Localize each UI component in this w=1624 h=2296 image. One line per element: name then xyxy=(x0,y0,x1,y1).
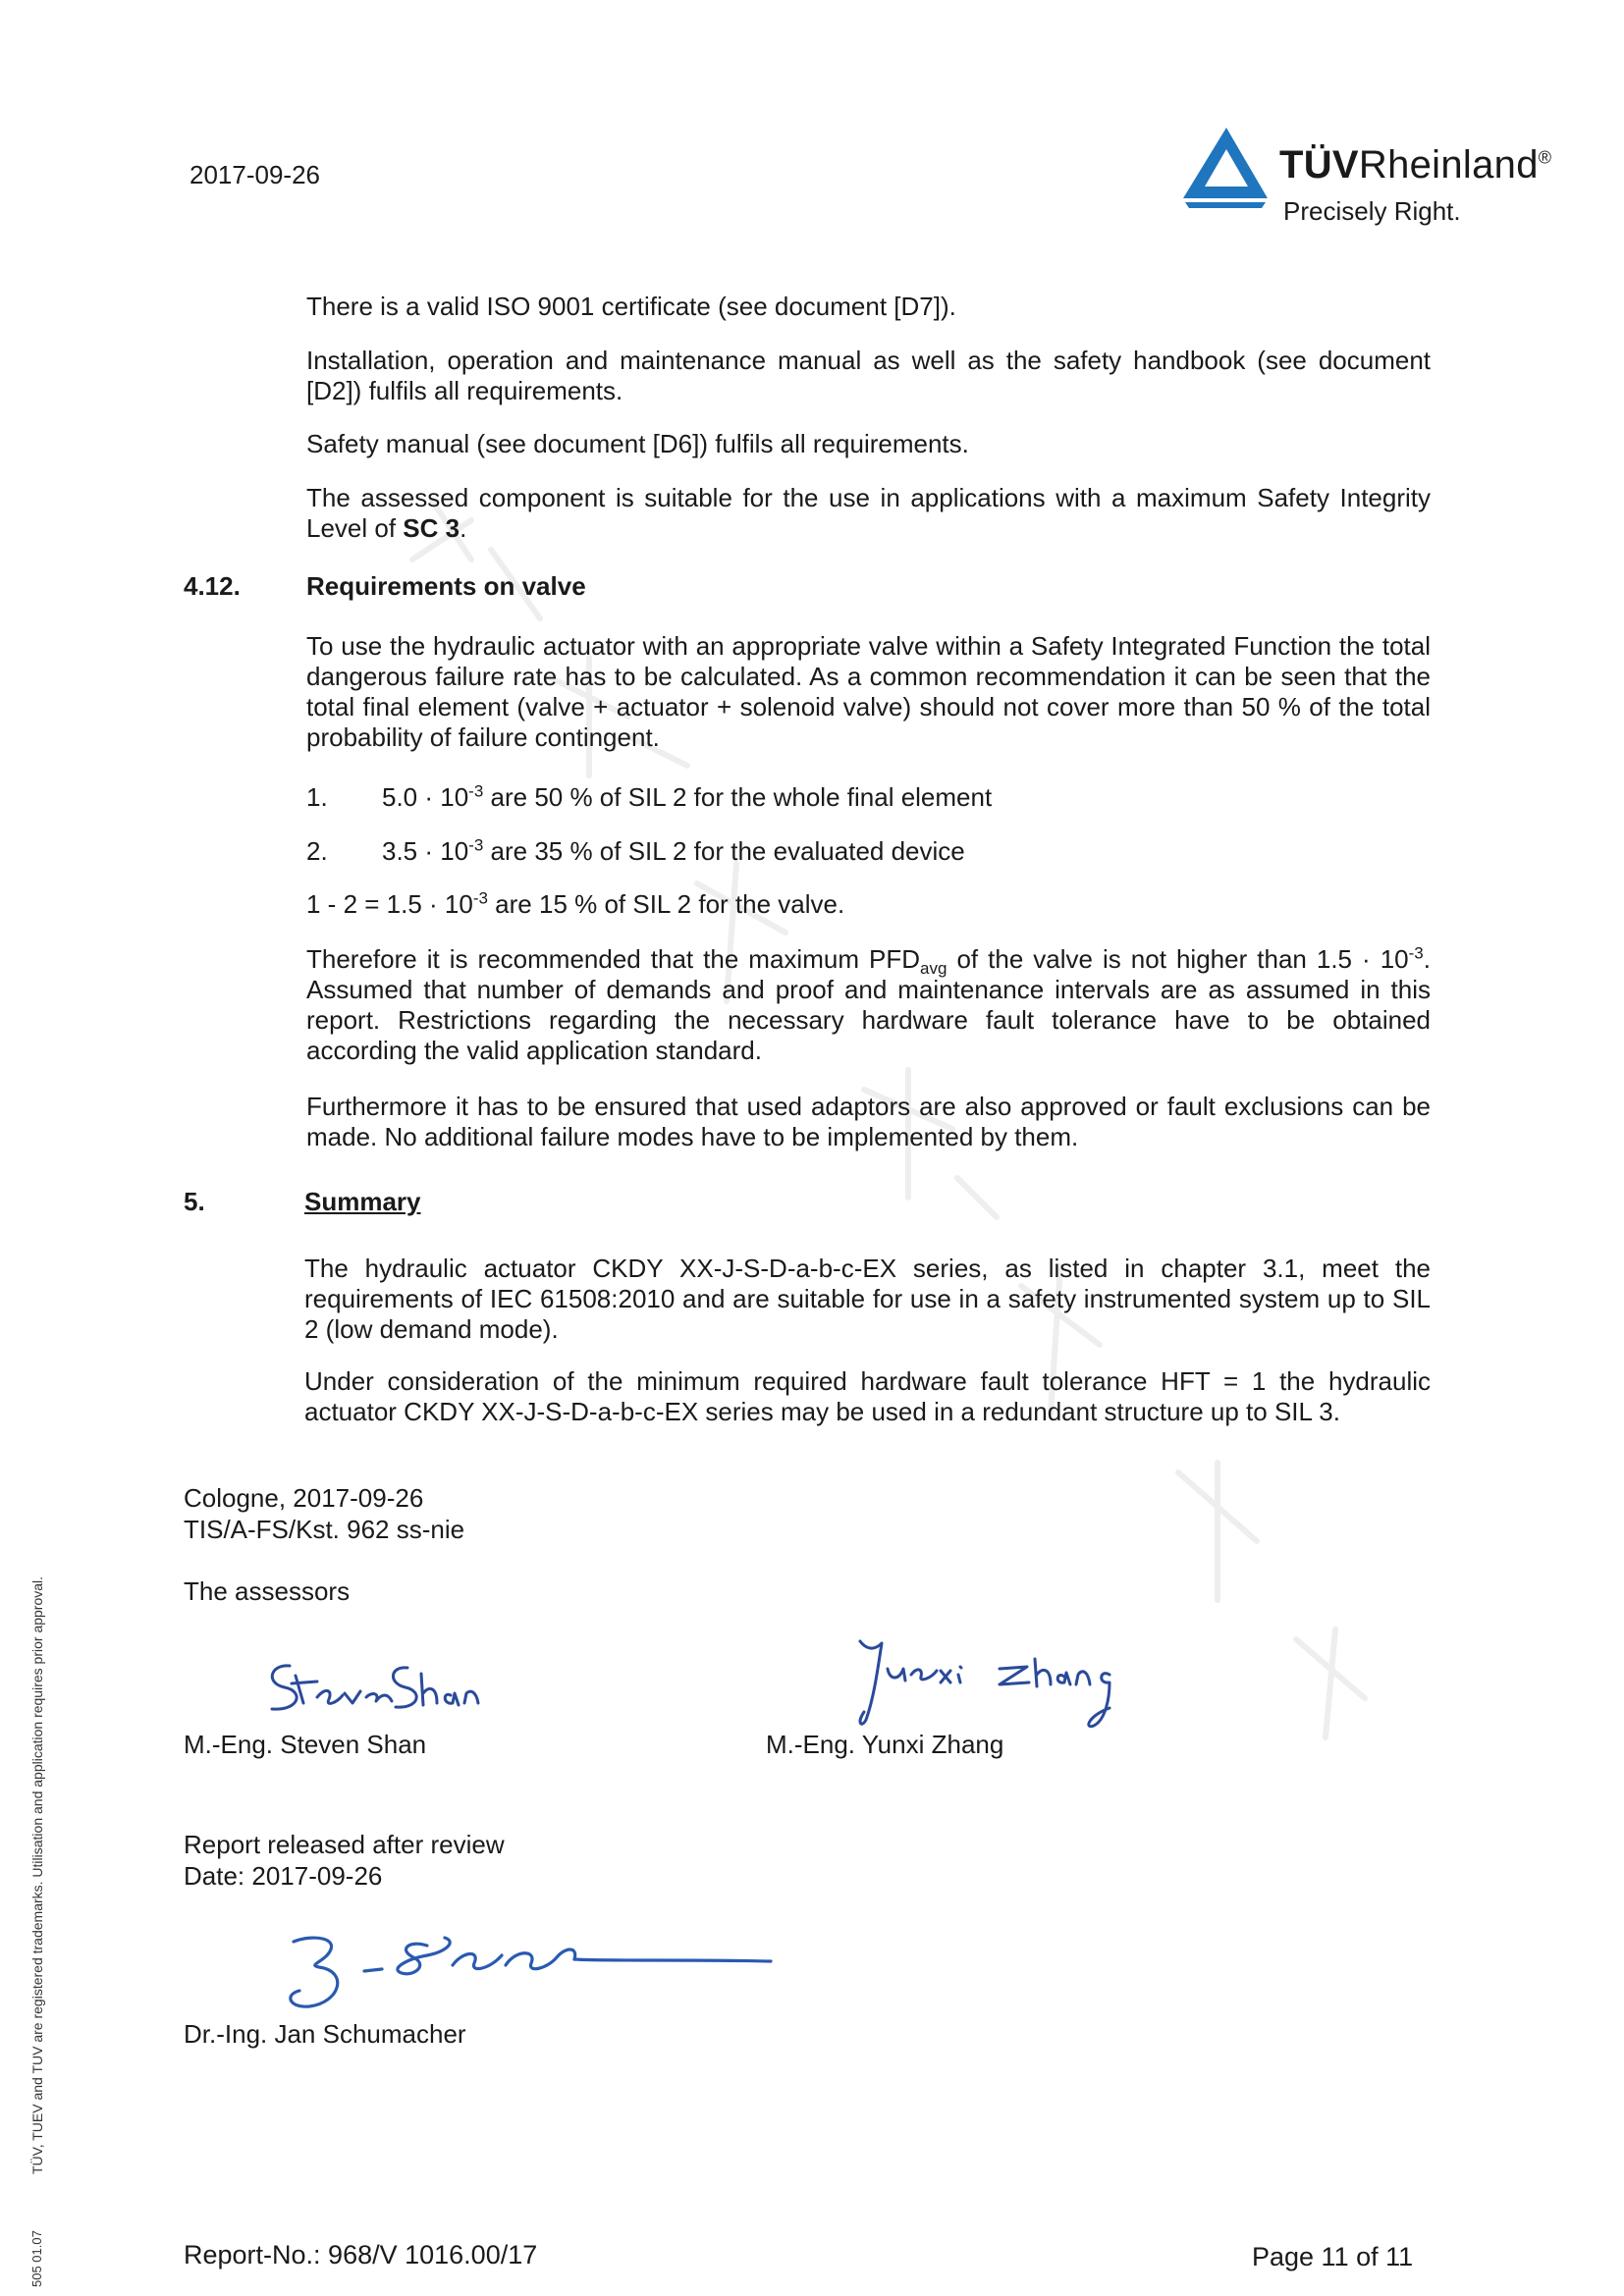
section-title-5: Summary xyxy=(304,1187,421,1216)
list-item-1-exp: -3 xyxy=(468,781,484,801)
logo-brand xyxy=(1279,143,1551,187)
difference-value: 1 - 2 = 1.5 · 10 xyxy=(306,889,473,919)
list-item-2-text: are 35 % of SIL 2 for the evaluated device xyxy=(483,836,965,866)
assessor-2-name: M.-Eng. Yunxi Zhang xyxy=(766,1730,1004,1759)
assessors-label: The assessors xyxy=(184,1576,351,1606)
intro-sil-text: The assessed component is suitable for the use in applications with a maximum Safety Integrity Level of xyxy=(306,483,1431,543)
logo-brand-rest: Rheinland xyxy=(1358,143,1539,187)
section-title-4-12: Requirements on valve xyxy=(306,571,586,601)
reference-code: TIS/A-FS/Kst. 962 ss-nie xyxy=(184,1515,465,1544)
summary-paragraph-1: The hydraulic actuator CKDY XX-J-S-D-a-b-c-EX series, as listed in chapter 3.1, meet the requirements of IEC 61508:2010 and are suitable for use in a safety instrumented system up to SIL 2 (low demand mode). xyxy=(304,1254,1431,1344)
pfd-rest: . Assumed that number of demands and proof and maintenance intervals are as assumed in this report. Restrictions regarding the necessary hardware fault tolerance have to be obtained according the valid application standard. xyxy=(306,944,1431,1065)
intro-sil-level: SC 3 xyxy=(403,513,460,543)
triangle-logo-icon xyxy=(1183,128,1268,208)
reviewer-name: Dr.-Ing. Jan Schumacher xyxy=(184,2019,466,2049)
footer-page-number: Page 11 of 11 xyxy=(1252,2242,1414,2271)
valve-paragraph-1: To use the hydraulic actuator with an appropriate valve within a Safety Integrated Function the total dangerous failure rate has to be calculated. As a common recommendation it can be seen that the total final element (valve + actuator + solenoid valve) should not cover more than 50 % of the total probability of failure contingent. xyxy=(306,631,1431,752)
intro-iso: There is a valid ISO 9001 certificate (see document [D7]). xyxy=(306,292,956,321)
list-item-2-value: 3.5 · 10 xyxy=(382,836,469,866)
intro-sil-end: . xyxy=(460,513,467,543)
trademark-note: TÜV, TUEV and TUV are registered trademarks. Utilisation and application requires prior approval. xyxy=(29,1575,45,2174)
release-date: Date: 2017-09-26 xyxy=(184,1861,383,1891)
difference-line xyxy=(306,889,844,920)
logo-registered: ® xyxy=(1538,147,1552,168)
list-item-2 xyxy=(382,836,965,867)
list-item-1-value: 5.0 · 10 xyxy=(382,782,469,812)
list-item-1 xyxy=(382,782,992,813)
section-number-5: 5. xyxy=(184,1187,205,1216)
form-code: 505 01.07 xyxy=(29,2230,44,2287)
difference-text: are 15 % of SIL 2 for the valve. xyxy=(487,889,845,919)
pfd-value: of the valve is not higher than 1.5 · 10 xyxy=(947,944,1409,974)
logo-tagline: Precisely Right. xyxy=(1283,196,1461,226)
footer-report-number: Report-No.: 968/V 1016.00/17 xyxy=(184,2240,538,2269)
intro-sil xyxy=(306,483,1431,544)
intro-safety-manual: Safety manual (see document [D6]) fulfils all requirements. xyxy=(306,429,969,458)
difference-exp: -3 xyxy=(472,888,488,908)
release-note: Report released after review xyxy=(184,1830,505,1859)
logo-brand-bold: TÜV xyxy=(1279,143,1359,187)
signature-steven-shan xyxy=(260,1654,486,1723)
valve-paragraph-3: Furthermore it has to be ensured that used adaptors are also approved or fault exclusions can be made. No additional failure modes have to be implemented by them. xyxy=(306,1092,1431,1151)
signature-yunxi-zhang xyxy=(852,1629,1147,1737)
section-number-4-12: 4.12. xyxy=(184,571,241,601)
signature-jan-schumacher xyxy=(280,1916,781,2024)
pfd-exp: -3 xyxy=(1408,943,1424,963)
list-item-1-number: 1. xyxy=(306,782,328,812)
list-item-2-exp: -3 xyxy=(468,835,484,855)
assessor-1-name: M.-Eng. Steven Shan xyxy=(184,1730,427,1759)
list-item-1-text: are 50 % of SIL 2 for the whole final element xyxy=(483,782,993,812)
header-date: 2017-09-26 xyxy=(189,160,320,189)
list-item-2-number: 2. xyxy=(306,836,328,866)
valve-paragraph-2 xyxy=(306,944,1431,1066)
pfd-subscript: avg xyxy=(920,959,947,979)
place-date: Cologne, 2017-09-26 xyxy=(184,1483,424,1513)
pfd-text: Therefore it is recommended that the maximum PFD xyxy=(306,944,920,974)
summary-paragraph-2: Under consideration of the minimum required hardware fault tolerance HFT = 1 the hydraulic actuator CKDY XX-J-S-D-a-b-c-EX series may be used in a redundant structure up to SIL 3. xyxy=(304,1366,1431,1426)
intro-manual: Installation, operation and maintenance manual as well as the safety handbook (see document [D2]) fulfils all requirements. xyxy=(306,346,1431,405)
